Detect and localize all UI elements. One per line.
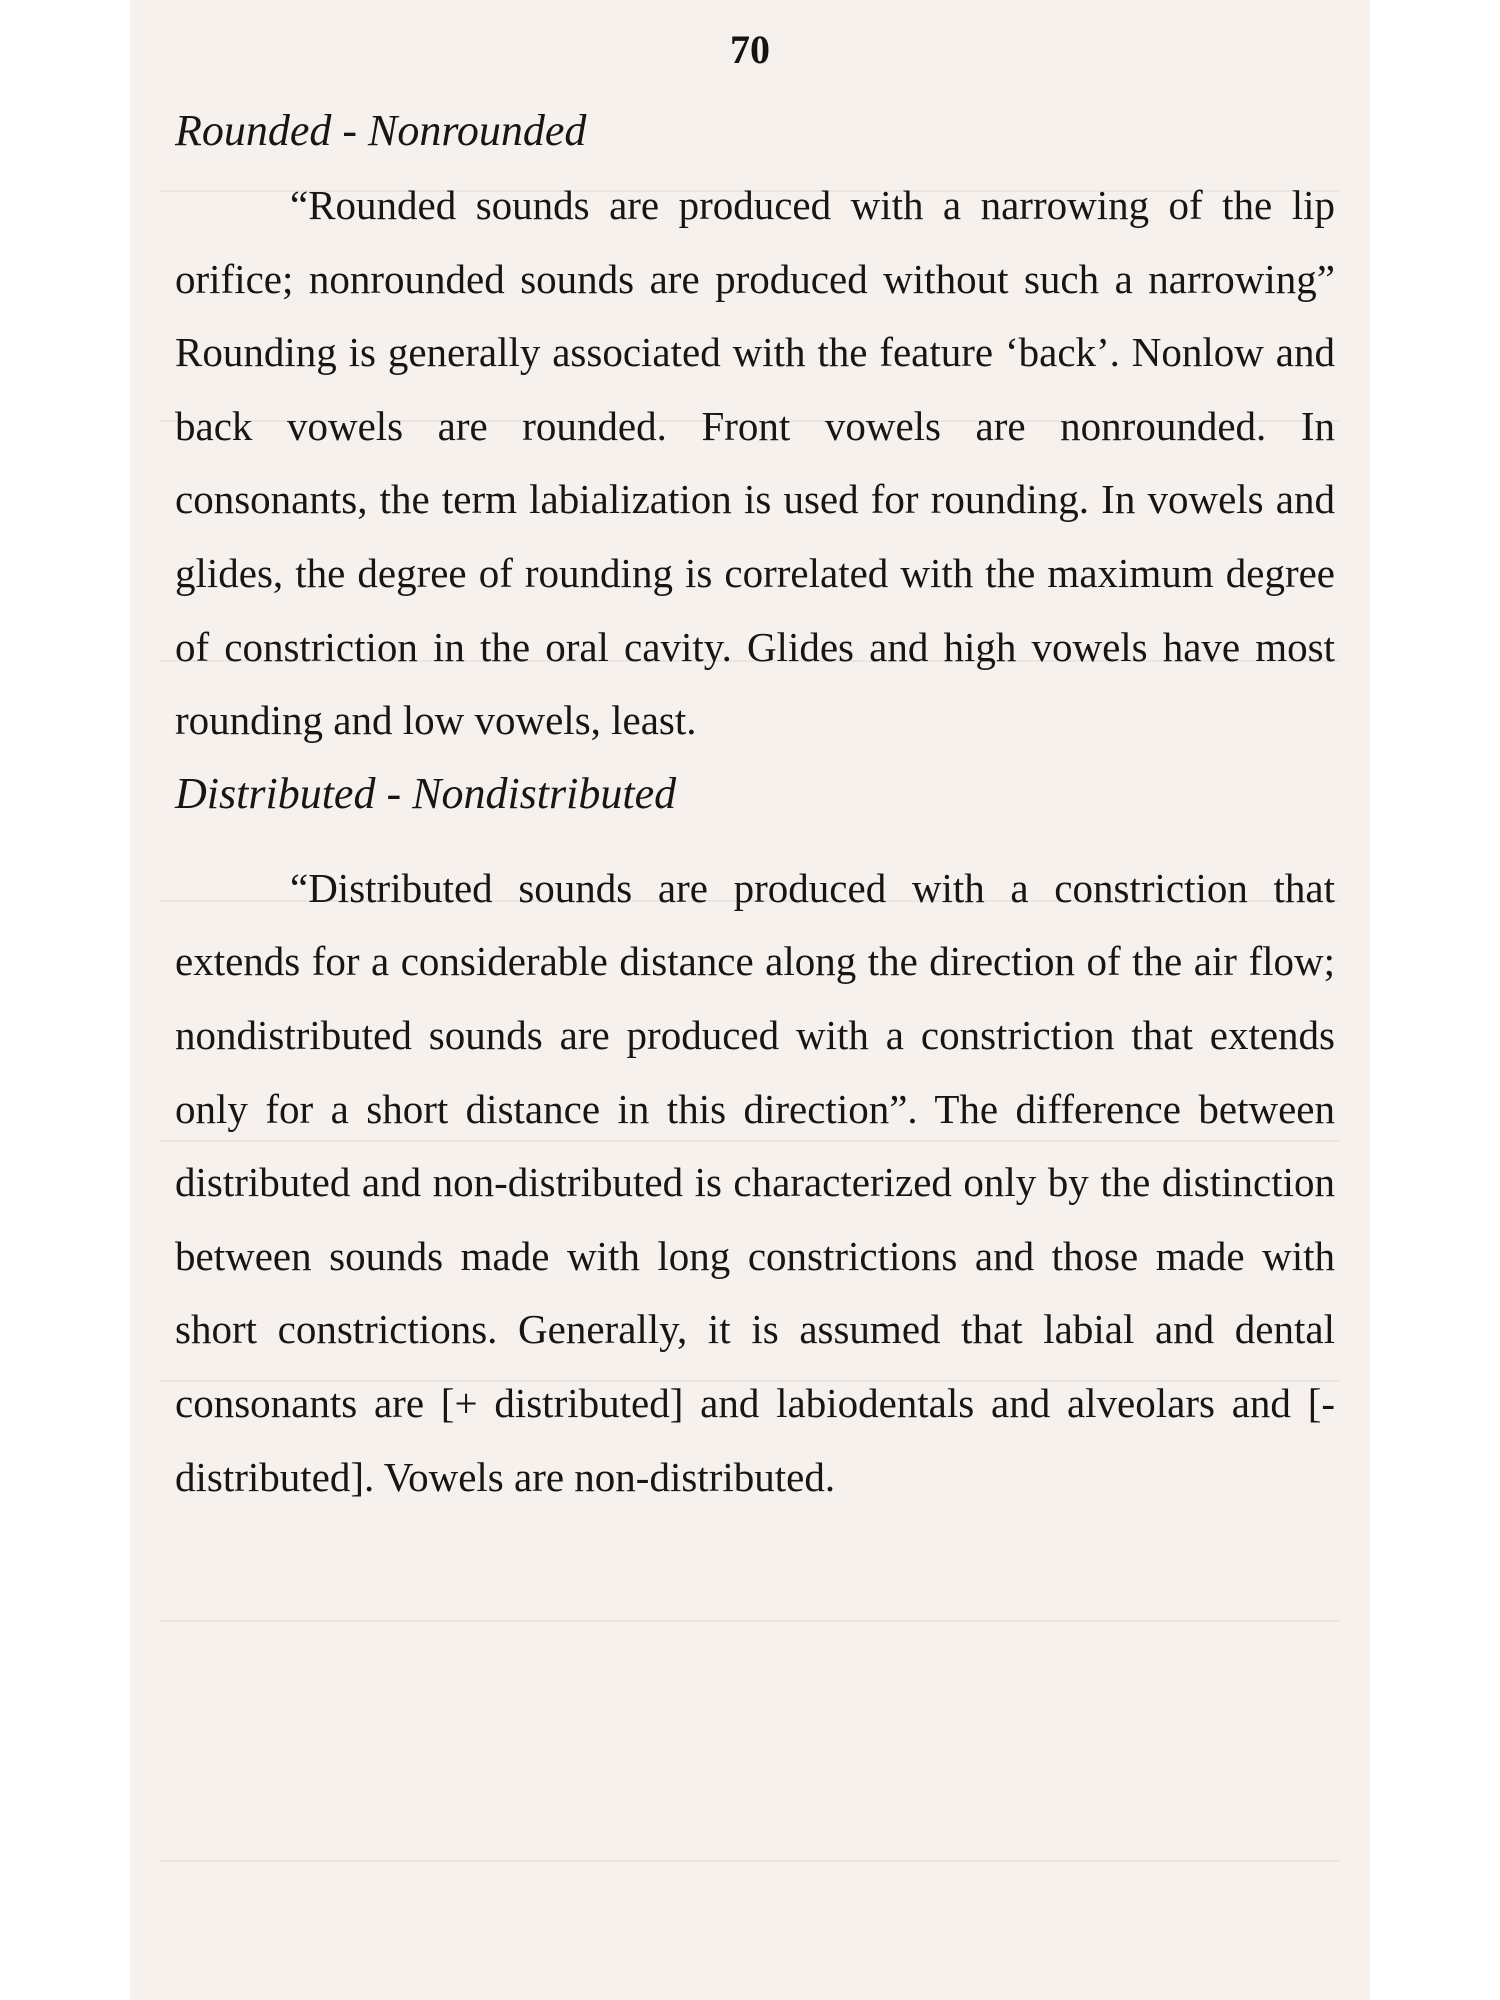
section-heading-distributed: Distributed - Nondistributed [175,768,677,818]
page-number: 70 [730,27,770,72]
page-content [175,95,1335,1514]
section-body-distributed: “Distributed sounds are produced with a constriction that extends for a considerable distance along the direction of the air flow; nondistributed sounds are produced with a constriction that extends only for a short distance in this direction”. The difference between distributed and non-distributed is characterized only by the distinction between sounds made with long constrictions and those made with short constrictions. Generally, it is assumed that labial and dental consonants are [+ distributed] and labiodentals and alveolars and [- distributed]. Vowels are non-distributed. [175,864,1335,1500]
section-heading-rounded: Rounded - Nonrounded [175,106,587,155]
section-body-rounded: “Rounded sounds are produced with a narrowing of the lip orifice; nonrounded sounds are produced without such a narrowing” Rounding is generally associated with the feature ‘back’. Nonlow and back vowels are rounded. Front vowels are nonrounded. In consonants, the term labialization is used for rounding. In vowels and glides, the degree of rounding is correlated with the maximum degree of constriction in the oral cavity. Glides and high vowels have most rounding and low vowels, least. [175,182,1335,744]
bleed-through-line [160,1860,1340,1862]
bleed-through-line [160,1620,1340,1622]
book-page [130,0,1370,2000]
